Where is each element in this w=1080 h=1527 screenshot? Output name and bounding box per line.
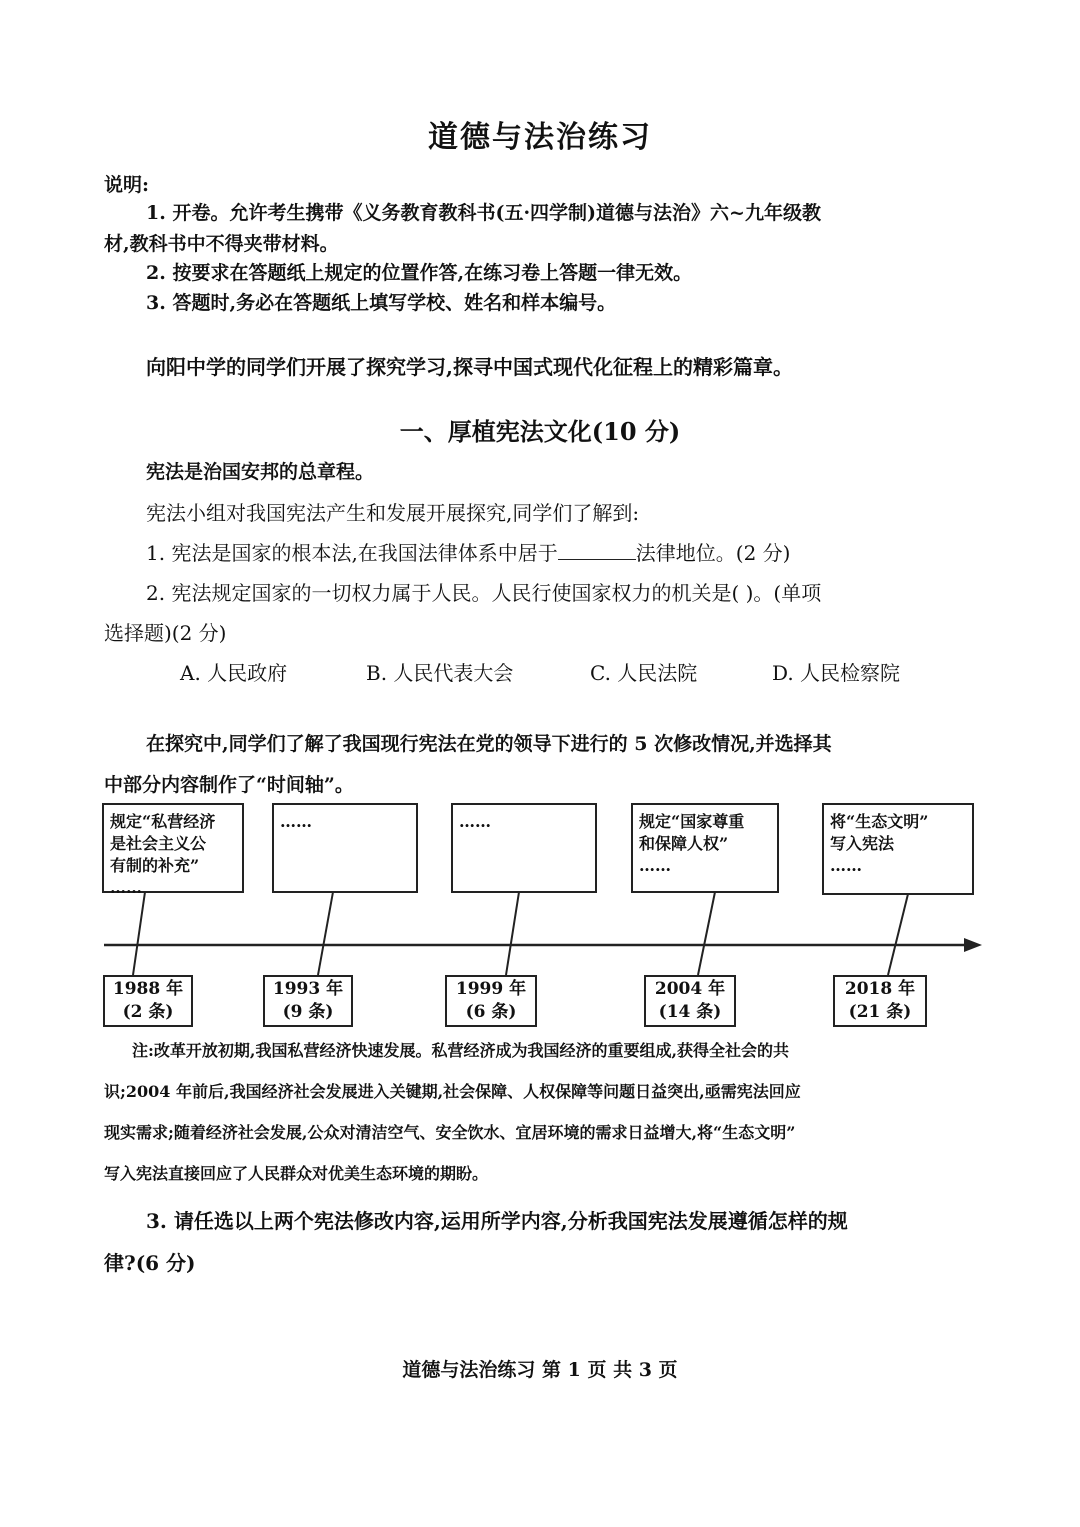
timeline-box-1999: …… xyxy=(451,803,597,893)
year-count: (14 条) xyxy=(658,1002,722,1022)
timeline-connector xyxy=(506,892,519,975)
question-3: 3. 请任选以上两个宪法修改内容,运用所学内容,分析我国宪法发展遵循怎样的规 xyxy=(146,1209,848,1233)
note-line: 注:改革开放初期,我国私营经济快速发展。私营经济成为我国经济的重要组成,获得全社会的共 xyxy=(132,1041,790,1060)
intro-text: 向阳中学的同学们开展了探究学习,探寻中国式现代化征程上的精彩篇章。 xyxy=(146,355,793,379)
note-line: 写入宪法直接回应了人民群众对优美生态环境的期盼。 xyxy=(104,1164,489,1183)
option-d: D. 人民检察院 xyxy=(772,661,901,685)
year-count: (6 条) xyxy=(465,1002,517,1022)
question-1-text-end: 法律地位。(2 分) xyxy=(635,541,791,565)
year-box-1993 xyxy=(263,975,353,1027)
instruction-item: 1. 开卷。允许考生携带《义务教育教科书(五·四学制)道德与法治》六~九年级教 xyxy=(146,202,821,224)
instructions-label: 说明: xyxy=(104,174,150,196)
instruction-item: 3. 答题时,务必在答题纸上填写学校、姓名和样本编号。 xyxy=(146,292,617,314)
year-box-1999 xyxy=(445,975,537,1027)
timeline-connector xyxy=(888,894,908,975)
timeline-box-2004: 规定“国家尊重 和保障人权” …… xyxy=(631,803,779,893)
year-label: 1993 年 xyxy=(272,979,344,999)
timeline-intro-cont: 中部分内容制作了“时间轴”。 xyxy=(104,774,354,796)
timeline-connector xyxy=(318,892,333,975)
year-label: 1988 年 xyxy=(112,979,184,999)
note-line: 现实需求;随着经济社会发展,公众对清洁空气、安全饮水、宜居环境的需求日益增大,将“生态文明” xyxy=(104,1123,796,1142)
section-heading: 一、厚植宪法文化(10 分) xyxy=(399,417,681,446)
year-label: 2004 年 xyxy=(654,979,726,999)
year-count: (21 条) xyxy=(848,1002,912,1022)
year-box-2018 xyxy=(833,975,927,1027)
timeline-connector xyxy=(133,892,145,975)
timeline-intro: 在探究中,同学们了解了我国现行宪法在党的领导下进行的 5 次修改情况,并选择其 xyxy=(146,733,832,755)
timeline-box-1988: 规定“私营经济 是社会主义公 有制的补充” …… xyxy=(102,803,244,893)
year-box-1988 xyxy=(103,975,193,1027)
timeline-box-1993: …… xyxy=(272,803,418,893)
question-3-cont: 律?(6 分) xyxy=(104,1251,196,1275)
year-count: (2 条) xyxy=(122,1002,174,1022)
year-box-2004 xyxy=(644,975,736,1027)
instruction-item: 材,教科书中不得夹带材料。 xyxy=(104,233,339,255)
section-lead: 宪法是治国安邦的总章程。 xyxy=(146,461,375,483)
option-b: B. 人民代表大会 xyxy=(366,661,514,685)
timeline-connector xyxy=(698,892,715,975)
page-title: 道德与法治练习 xyxy=(428,120,652,155)
page-footer: 道德与法治练习 第 1 页 共 3 页 xyxy=(402,1359,678,1381)
timeline-box-2018: 将“生态文明” 写入宪法 …… xyxy=(822,803,974,895)
year-count: (9 条) xyxy=(282,1002,334,1022)
timeline-arrowhead xyxy=(964,938,982,952)
year-label: 2018 年 xyxy=(844,979,916,999)
question-1-text: 1. 宪法是国家的根本法,在我国法律体系中居于 xyxy=(146,541,558,565)
section-lead: 宪法小组对我国宪法产生和发展开展探究,同学们了解到: xyxy=(146,501,640,525)
instruction-item: 2. 按要求在答题纸上规定的位置作答,在练习卷上答题一律无效。 xyxy=(146,262,693,284)
option-c: C. 人民法院 xyxy=(590,661,698,685)
question-2: 2. 宪法规定国家的一切权力属于人民。人民行使国家权力的机关是( )。(单项 xyxy=(146,581,822,605)
year-label: 1999 年 xyxy=(455,979,527,999)
option-a: A. 人民政府 xyxy=(180,661,288,685)
note-line: 识;2004 年前后,我国经济社会发展进入关键期,社会保障、人权保障等问题日益突出,亟需宪法回应 xyxy=(104,1082,801,1101)
question-2-cont: 选择题)(2 分) xyxy=(104,621,227,645)
